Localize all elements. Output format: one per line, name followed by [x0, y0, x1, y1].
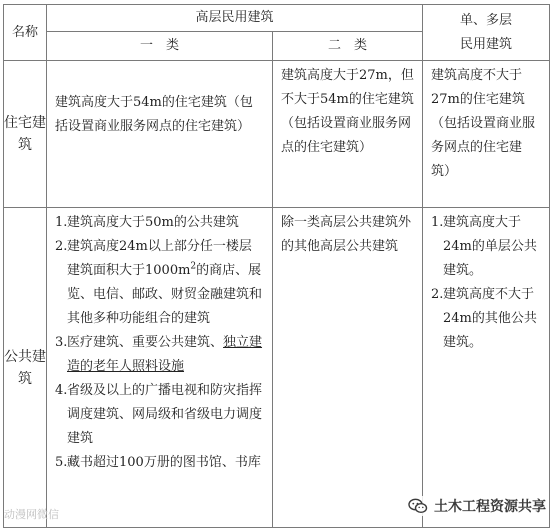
header-single-multi-line1: 单、多层 [460, 12, 513, 28]
header-class-two: 二 类 [273, 32, 423, 61]
watermark-right-text: 土木工程资源共享 [434, 499, 546, 515]
header-name: 名称 [4, 5, 47, 61]
public-class-one-item: 3. 医疗建筑、重要公共建筑、独立建造的老年人照料设施 [55, 335, 263, 374]
public-class-two: 除一类高层公共建筑外的其他高层公共建筑 [273, 208, 423, 528]
public-class-one-item: 1. 建筑高度大于50m的公共建筑 [55, 215, 239, 230]
residential-label: 住宅建筑 [4, 61, 47, 208]
header-single-multi [423, 5, 550, 61]
residential-single-multi: 建筑高度不大于27m的住宅建筑（包括设置商业服务网点的住宅建筑） [423, 61, 550, 208]
header-class-one: 一 类 [47, 32, 273, 61]
building-classification-table [3, 4, 550, 528]
public-class-one-item: 2. 建筑高度24m以上部分任一楼层建筑面积大于$1000m^2$的商店、展览、电信、邮政、财贸金融建筑和其他多种功能组合的建筑 [55, 239, 263, 326]
wechat-icon [408, 498, 428, 514]
watermark-right [408, 496, 546, 516]
header-high-rise: 高层民用建筑 [47, 5, 423, 32]
watermark-left: 动漫网微信 [4, 508, 59, 521]
header-single-multi-line2: 民用建筑 [460, 36, 513, 52]
residential-class-one: 建筑高度大于54m的住宅建筑（包括设置商业服务网点的住宅建筑） [47, 61, 273, 208]
public-single-multi-item: 2. 建筑高度不大于24m的其他公共建筑。 [431, 287, 537, 350]
public-class-one-item: 4. 省级及以上的广播电视和防灾指挥调度建筑、网局级和省级电力调度建筑 [55, 383, 263, 446]
public-class-one [47, 208, 273, 528]
public-single-multi [423, 208, 550, 528]
public-single-multi-item: 1. 建筑高度大于24m的单层公共建筑。 [431, 215, 537, 278]
public-label: 公共建筑 [4, 208, 47, 528]
residential-class-two: 建筑高度大于27m，但不大于54m的住宅建筑（包括设置商业服务网点的住宅建筑） [273, 61, 423, 208]
public-class-one-item: 5. 藏书超过100万册的图书馆、书库 [55, 455, 261, 470]
